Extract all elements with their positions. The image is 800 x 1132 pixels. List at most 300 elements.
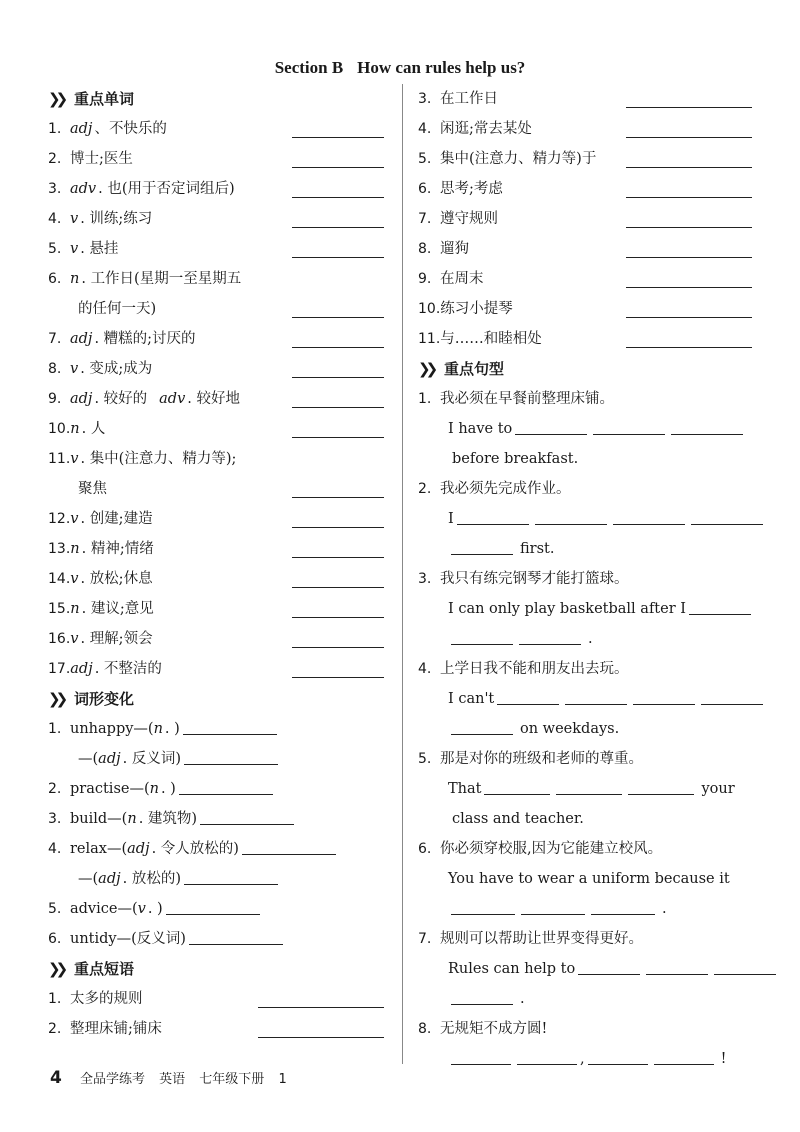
- part-of-speech: v: [70, 451, 79, 467]
- answer-blank[interactable]: [556, 793, 622, 795]
- vocab-item: [48, 264, 388, 294]
- sentence-prompt: [418, 1014, 756, 1044]
- answer-blank[interactable]: [626, 107, 752, 108]
- item-number: 1.: [48, 121, 62, 137]
- definition: 也(用于否定词组后): [107, 181, 235, 197]
- forms-list: [48, 714, 388, 954]
- phrase-item: [418, 234, 756, 264]
- answer-blank[interactable]: [591, 913, 655, 915]
- item-number: 3.: [418, 571, 432, 587]
- answer-blank[interactable]: [200, 823, 294, 825]
- item-number: 7.: [418, 931, 432, 947]
- footer-brand: 全品学练考: [79, 1072, 145, 1087]
- separator: 、: [94, 121, 109, 137]
- word-form-prompt: . 令人放松的): [151, 841, 239, 857]
- vocab-item: [48, 234, 388, 264]
- separator: .: [80, 211, 90, 227]
- definition: 训练;练习: [89, 211, 153, 227]
- answer-blank[interactable]: [521, 913, 585, 915]
- answer-blank[interactable]: [184, 763, 278, 765]
- forms-heading: ❯❯ 词形变化: [48, 684, 388, 714]
- answer-blank[interactable]: [292, 257, 384, 258]
- sentence-line: [418, 804, 756, 834]
- item-number: 10.: [48, 421, 71, 437]
- sentence-text: .: [520, 991, 525, 1007]
- vocab-item: [48, 204, 388, 234]
- word-form-prompt: unhappy—(: [70, 721, 154, 737]
- separator: .: [94, 331, 104, 347]
- part-of-speech: v: [70, 631, 79, 647]
- part-of-speech: v: [70, 211, 79, 227]
- vocab-item: [48, 564, 388, 594]
- item-number: 5.: [418, 751, 432, 767]
- answer-blank[interactable]: [626, 347, 752, 348]
- answer-blank[interactable]: [565, 703, 627, 705]
- chevron-double-icon: ❯❯: [48, 960, 64, 978]
- answer-blank[interactable]: [654, 1063, 714, 1065]
- answer-blank[interactable]: [593, 433, 665, 435]
- item-number: 2.: [48, 151, 62, 167]
- phrases-heading: ❯❯ 重点短语: [48, 954, 388, 984]
- word-form-prompt: build—(: [70, 811, 128, 827]
- column-divider: [402, 84, 403, 1064]
- item-number: 3.: [418, 91, 432, 107]
- separator: .: [80, 631, 90, 647]
- sentence-line: [418, 414, 756, 444]
- sentence-text: first.: [520, 541, 555, 557]
- word-form-item-continued: [48, 744, 388, 774]
- sentence-line: [418, 864, 756, 894]
- vocab-item: [48, 354, 388, 384]
- item-number: 5.: [48, 901, 62, 917]
- footer-subject: 英语: [159, 1072, 186, 1087]
- phrases-list-right: [418, 84, 756, 354]
- answer-blank[interactable]: [258, 1007, 384, 1008]
- phrase-item: [418, 144, 756, 174]
- sentence-chinese: 无规矩不成方圆!: [440, 1021, 548, 1037]
- separator: .: [80, 451, 90, 467]
- word-form-prompt: advice—(: [70, 901, 138, 917]
- separator: .: [81, 421, 91, 437]
- definition: 精神;情绪: [90, 541, 154, 557]
- separator: .: [81, 271, 91, 287]
- answer-blank[interactable]: [484, 793, 550, 795]
- answer-blank[interactable]: [292, 587, 384, 588]
- part-of-speech: adj: [127, 841, 150, 857]
- answer-blank[interactable]: [497, 703, 559, 705]
- vocab-list: [48, 114, 388, 684]
- word-form-item: [48, 804, 388, 834]
- answer-blank[interactable]: [258, 1037, 384, 1038]
- answer-blank[interactable]: [626, 227, 752, 228]
- definition: 博士;医生: [70, 151, 133, 167]
- item-number: 2.: [48, 1021, 62, 1037]
- sentence-prompt: [418, 654, 756, 684]
- definition: 创建;建造: [89, 511, 153, 527]
- vocab-item: [48, 504, 388, 534]
- answer-blank[interactable]: [626, 257, 752, 258]
- separator: .: [98, 181, 108, 197]
- part-of-speech: adj: [70, 121, 93, 137]
- answer-blank[interactable]: [515, 433, 587, 435]
- item-number: 3.: [48, 181, 62, 197]
- definition: 人: [90, 421, 106, 437]
- answer-blank[interactable]: [292, 407, 384, 408]
- definition: 糟糕的;讨厌的: [103, 331, 196, 347]
- sentence-chinese: 我必须先完成作业。: [440, 481, 571, 497]
- sentence-line: [418, 504, 756, 534]
- sentence-text: I have to: [448, 421, 513, 437]
- item-number: 8.: [418, 1021, 432, 1037]
- phrase-item: [418, 264, 756, 294]
- vocab-item: [48, 414, 388, 444]
- separator: .: [80, 511, 90, 527]
- answer-blank[interactable]: [184, 883, 278, 885]
- item-number: 4.: [418, 121, 432, 137]
- answer-blank[interactable]: [626, 287, 752, 288]
- part-of-speech: v: [70, 511, 79, 527]
- sentence-text: That: [448, 781, 482, 797]
- word-form-prompt: . 建筑物): [138, 811, 198, 827]
- answer-blank[interactable]: [626, 137, 752, 138]
- word-form-prompt: —(: [78, 751, 99, 767]
- part-of-speech: adj: [70, 331, 93, 347]
- item-number: 4.: [418, 661, 432, 677]
- vocab-item: [48, 444, 388, 474]
- sentence-chinese: 我只有练完钢琴才能打篮球。: [440, 571, 629, 587]
- phrase-text: 闲逛;常去某处: [440, 121, 532, 137]
- part-of-speech: n: [70, 541, 80, 557]
- answer-blank[interactable]: [691, 523, 763, 525]
- sentence-chinese: 上学日我不能和朋友出去玩。: [440, 661, 629, 677]
- answer-blank[interactable]: [633, 703, 695, 705]
- sentence-chinese: 你必须穿校服,因为它能建立校风。: [440, 841, 663, 857]
- answer-blank[interactable]: [292, 377, 384, 378]
- section-title: [0, 58, 800, 78]
- phrase-text: 练习小提琴: [440, 301, 513, 317]
- answer-blank[interactable]: [183, 733, 277, 735]
- sentence-chinese: 那是对你的班级和老师的尊重。: [440, 751, 643, 767]
- part-of-speech: adj: [70, 391, 93, 407]
- definition: . 较好地: [187, 391, 240, 407]
- answer-blank[interactable]: [292, 677, 384, 678]
- answer-blank[interactable]: [292, 437, 384, 438]
- answer-blank[interactable]: [292, 197, 384, 198]
- answer-blank[interactable]: [457, 523, 529, 525]
- item-number: 5.: [48, 241, 62, 257]
- sentence-line: [418, 714, 756, 744]
- sentence-prompt: [418, 384, 756, 414]
- sentence-text: .: [662, 901, 667, 917]
- answer-blank[interactable]: [292, 227, 384, 228]
- answer-blank[interactable]: [189, 943, 283, 945]
- sentence-text: You have to wear a uniform because it: [448, 871, 730, 887]
- item-number: 4.: [48, 211, 62, 227]
- sentences-list: [418, 384, 756, 1074]
- section-title-part2: How can rules help us?: [357, 58, 526, 77]
- section-title-part1: Section B: [274, 58, 344, 77]
- word-form-prompt: —(: [78, 871, 99, 887]
- left-column: [48, 84, 388, 1044]
- word-form-item: [48, 834, 388, 864]
- item-number: 5.: [418, 151, 432, 167]
- phrase-item: [418, 84, 756, 114]
- item-number: 6.: [48, 931, 62, 947]
- answer-blank[interactable]: [451, 1063, 511, 1065]
- word-form-item: [48, 924, 388, 954]
- part-of-speech: n: [153, 721, 163, 737]
- answer-blank[interactable]: [292, 617, 384, 618]
- footer-grade: 七年级下册: [199, 1072, 265, 1087]
- item-number: 12.: [48, 511, 71, 527]
- sentence-line: [418, 894, 756, 924]
- item-number: 6.: [48, 271, 62, 287]
- answer-blank[interactable]: [519, 643, 581, 645]
- part-of-speech: v: [137, 901, 146, 917]
- definition: 聚焦: [78, 481, 107, 497]
- item-number: 1.: [418, 391, 432, 407]
- sentence-text: Rules can help to: [448, 961, 576, 977]
- phrase-text: 太多的规则: [70, 991, 143, 1007]
- word-form-item: [48, 894, 388, 924]
- word-form-item: [48, 774, 388, 804]
- word-form-prompt: . ): [160, 781, 176, 797]
- item-number: 7.: [418, 211, 432, 227]
- sentence-chinese: 我必须在早餐前整理床铺。: [440, 391, 614, 407]
- separator: .: [94, 661, 104, 677]
- sentence-text: on weekdays.: [520, 721, 620, 737]
- sentence-line: [418, 624, 756, 654]
- item-number: 11.: [418, 331, 441, 347]
- phrase-text: 整理床铺;铺床: [70, 1021, 162, 1037]
- sentence-text: I: [448, 511, 454, 527]
- phrase-text: 与……和睦相处: [440, 331, 542, 347]
- item-number: 9.: [418, 271, 432, 287]
- part-of-speech: n: [70, 601, 80, 617]
- answer-blank[interactable]: [292, 527, 384, 528]
- phrase-text: 在工作日: [440, 91, 498, 107]
- sentence-text: I can't: [448, 691, 495, 707]
- sentence-prompt: [418, 744, 756, 774]
- part-of-speech: adj: [98, 751, 121, 767]
- sentence-line: [418, 774, 756, 804]
- separator: .: [94, 391, 104, 407]
- word-form-item: [48, 714, 388, 744]
- phrase-text: 思考;考虑: [440, 181, 503, 197]
- vocab-item: [48, 654, 388, 684]
- sentence-line: [418, 444, 756, 474]
- answer-blank[interactable]: [451, 913, 515, 915]
- answer-blank[interactable]: [451, 733, 513, 735]
- phrase-item: [48, 1014, 388, 1044]
- answer-blank[interactable]: [626, 167, 752, 168]
- item-number: 3.: [48, 811, 62, 827]
- answer-blank[interactable]: [292, 137, 384, 138]
- item-number: 7.: [48, 331, 62, 347]
- answer-blank[interactable]: [701, 703, 763, 705]
- answer-blank[interactable]: [292, 497, 384, 498]
- vocab-item: [48, 144, 388, 174]
- answer-blank[interactable]: [628, 793, 694, 795]
- answer-blank[interactable]: [613, 523, 685, 525]
- item-number: 14.: [48, 571, 71, 587]
- part-of-speech: v: [70, 241, 79, 257]
- separator: .: [80, 241, 90, 257]
- sentence-line: [418, 984, 756, 1014]
- item-number: 11.: [48, 451, 71, 467]
- sentence-line: [418, 1044, 756, 1074]
- word-form-prompt: . ): [164, 721, 180, 737]
- sentence-line: [418, 594, 756, 624]
- phrase-item: [418, 324, 756, 354]
- answer-blank[interactable]: [646, 973, 708, 975]
- answer-blank[interactable]: [292, 167, 384, 168]
- phrase-text: 集中(注意力、精力等)于: [440, 151, 597, 167]
- vocab-item: [48, 174, 388, 204]
- answer-blank[interactable]: [671, 433, 743, 435]
- sentence-chinese: 规则可以帮助让世界变得更好。: [440, 931, 643, 947]
- definition: 变成;成为: [89, 361, 153, 377]
- sentence-line: [418, 534, 756, 564]
- answer-blank[interactable]: [578, 973, 640, 975]
- sentence-prompt: [418, 834, 756, 864]
- item-number: 1.: [48, 721, 62, 737]
- word-form-prompt: relax—(: [70, 841, 128, 857]
- answer-blank[interactable]: [292, 647, 384, 648]
- sentence-text: .: [588, 631, 593, 647]
- definition: 不快乐的: [108, 121, 167, 137]
- vocab-item: [48, 114, 388, 144]
- answer-blank[interactable]: [451, 1003, 513, 1005]
- phrase-item: [418, 174, 756, 204]
- vocab-item-continued: [48, 294, 388, 324]
- separator: .: [81, 541, 91, 557]
- item-number: 17.: [48, 661, 71, 677]
- definition: 的任何一天): [78, 301, 157, 317]
- item-number: 8.: [418, 241, 432, 257]
- sentence-text: your: [701, 781, 735, 797]
- chevron-double-icon: ❯❯: [48, 690, 64, 708]
- sentence-text: before breakfast.: [452, 451, 579, 467]
- answer-blank[interactable]: [626, 317, 752, 318]
- definition: 工作日(星期一至星期五: [90, 271, 242, 287]
- answer-blank[interactable]: [714, 973, 776, 975]
- answer-blank[interactable]: [292, 347, 384, 348]
- definition: 放松;休息: [89, 571, 153, 587]
- chevron-double-icon: ❯❯: [418, 360, 434, 378]
- answer-blank[interactable]: [451, 553, 513, 555]
- item-number: 1.: [48, 991, 62, 1007]
- page-footer: [50, 1068, 297, 1088]
- phrase-text: 在周末: [440, 271, 484, 287]
- answer-blank[interactable]: [535, 523, 607, 525]
- item-number: 6.: [418, 181, 432, 197]
- answer-blank[interactable]: [626, 197, 752, 198]
- definition: 建议;意见: [90, 601, 154, 617]
- sentence-text: ,: [580, 1051, 585, 1067]
- phrase-text: 遛狗: [440, 241, 469, 257]
- answer-blank[interactable]: [179, 793, 273, 795]
- item-number: 6.: [418, 841, 432, 857]
- definition: 不整洁的: [103, 661, 162, 677]
- vocab-item-continued: [48, 474, 388, 504]
- part-of-speech: n: [127, 811, 137, 827]
- separator: .: [80, 571, 90, 587]
- item-number: 9.: [48, 391, 62, 407]
- answer-blank[interactable]: [451, 643, 513, 645]
- sentence-text: I can only play basketball after I: [448, 601, 686, 617]
- part-of-speech: n: [149, 781, 159, 797]
- phrase-item: [48, 984, 388, 1014]
- sentences-heading: ❯❯ 重点句型: [418, 354, 756, 384]
- vocab-item: [48, 324, 388, 354]
- item-number: 2.: [48, 781, 62, 797]
- word-form-prompt: practise—(: [70, 781, 150, 797]
- vocab-item: [48, 624, 388, 654]
- word-form-item-continued: [48, 864, 388, 894]
- separator: .: [81, 601, 91, 617]
- answer-blank[interactable]: [588, 1063, 648, 1065]
- part-of-speech: adj: [98, 871, 121, 887]
- definition: 悬挂: [89, 241, 119, 257]
- vocab-item: [48, 384, 388, 414]
- sentence-text: !: [720, 1051, 727, 1067]
- part-of-speech: n: [70, 271, 80, 287]
- vocab-heading: ❯❯ 重点单词: [48, 84, 388, 114]
- answer-blank[interactable]: [242, 853, 336, 855]
- word-form-prompt: . ): [147, 901, 163, 917]
- word-form-prompt: . 放松的): [122, 871, 181, 887]
- part-of-speech: adv: [70, 181, 97, 197]
- sentence-prompt: [418, 474, 756, 504]
- item-number: 15.: [48, 601, 71, 617]
- right-column: [418, 84, 756, 1074]
- sentence-prompt: [418, 924, 756, 954]
- phrase-item: [418, 204, 756, 234]
- vocab-item: [48, 534, 388, 564]
- sentence-line: [418, 954, 756, 984]
- answer-blank[interactable]: [517, 1063, 577, 1065]
- sentence-line: [418, 684, 756, 714]
- part-of-speech: v: [70, 571, 79, 587]
- sentence-text: class and teacher.: [452, 811, 584, 827]
- definition: 集中(注意力、精力等);: [89, 451, 237, 467]
- footer-volume: 1: [278, 1072, 287, 1087]
- phrases-list-left: [48, 984, 388, 1044]
- definition: 较好的: [103, 391, 148, 407]
- answer-blank[interactable]: [689, 613, 751, 615]
- item-number: 4.: [48, 841, 62, 857]
- answer-blank[interactable]: [292, 557, 384, 558]
- answer-blank[interactable]: [166, 913, 260, 915]
- chevron-double-icon: ❯❯: [48, 90, 64, 108]
- word-form-prompt: . 反义词): [122, 751, 181, 767]
- item-number: 8.: [48, 361, 62, 377]
- page-number: 4: [50, 1068, 62, 1088]
- part-of-speech: v: [70, 361, 79, 377]
- item-number: 13.: [48, 541, 71, 557]
- answer-blank[interactable]: [292, 317, 384, 318]
- sentence-prompt: [418, 564, 756, 594]
- separator: .: [80, 361, 90, 377]
- item-number: 2.: [418, 481, 432, 497]
- vocab-item: [48, 594, 388, 624]
- phrase-text: 遵守规则: [440, 211, 498, 227]
- word-form-prompt: untidy—(反义词): [70, 931, 186, 947]
- item-number: 16.: [48, 631, 71, 647]
- definition: 理解;领会: [89, 631, 153, 647]
- part-of-speech: adj: [70, 661, 93, 677]
